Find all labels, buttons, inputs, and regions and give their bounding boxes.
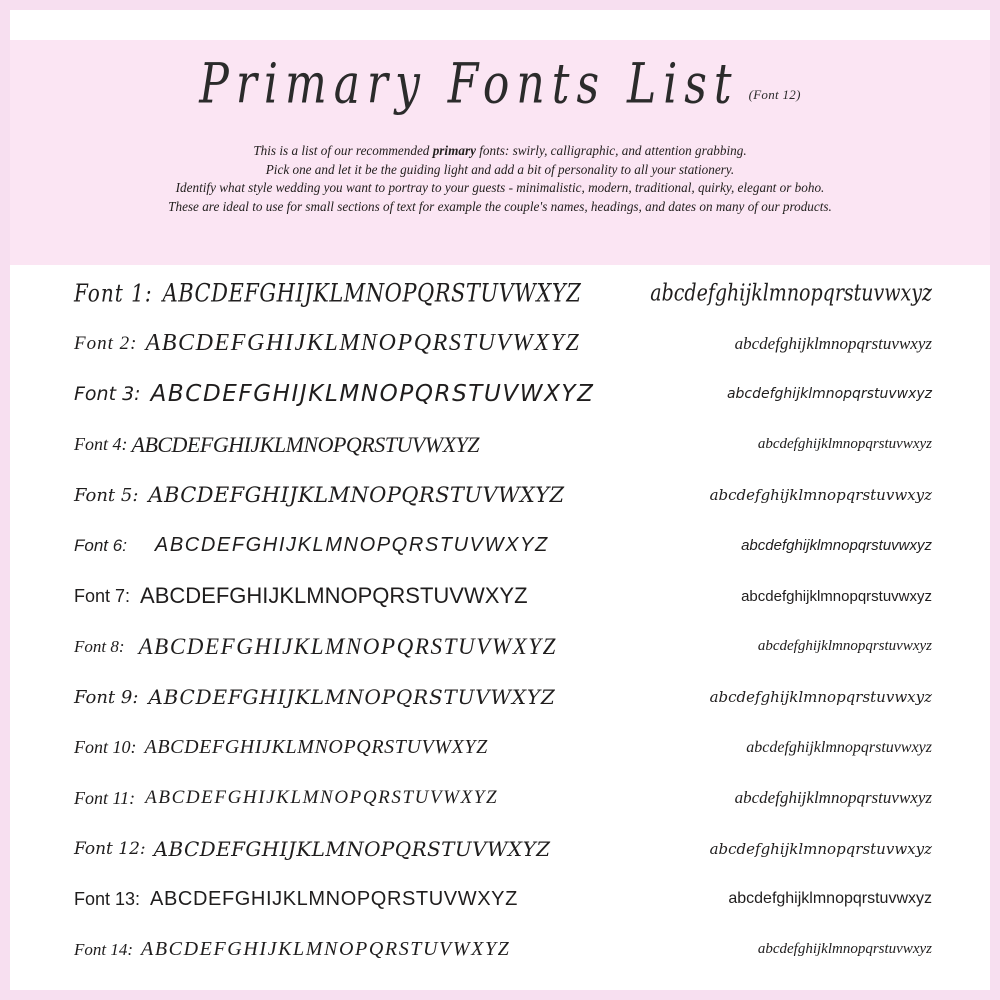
font-row-label: Font 1:: [74, 278, 153, 308]
font-row-label: Font 8:: [74, 636, 125, 656]
intro-line-3: Identify what style wedding you want to portray to your guests - minimalistic, modern, traditional, quirky, elegant or boho.: [175, 180, 825, 195]
intro-line-1: This is a list of our recommended primary fonts: swirly, calligraphic, and attention grabbing.: [253, 143, 747, 158]
font-row: [10, 369, 990, 420]
intro-bold-word: primary: [432, 143, 476, 158]
font-specimen-list: [10, 268, 990, 978]
intro-paragraph: [70, 142, 930, 216]
font-row-lowercase: abcdefghijklmnopqrstuvwxyz: [709, 839, 932, 858]
font-row: [10, 521, 990, 572]
font-row-label: Font 14:: [74, 939, 134, 959]
font-row-uppercase: ABCDEFGHIJKLMNOPQRSTUVWXYZ: [145, 787, 499, 809]
font-row: [10, 420, 990, 471]
page-title: Primary Fonts List: [199, 52, 739, 116]
font-row: [10, 824, 990, 875]
font-row: [10, 773, 990, 824]
font-row: [10, 672, 990, 723]
font-row-uppercase: ABCDEFGHIJKLMNOPQRSTUVWXYZ: [162, 278, 582, 308]
font-row-label: Font 6:: [74, 535, 127, 555]
intro-line-2: Pick one and let it be the guiding light and add a bit of personality to all your stationery.: [265, 161, 735, 177]
font-row-lowercase: abcdefghijklmnopqrstuvwxyz: [709, 688, 932, 707]
font-row-lowercase: abcdefghijklmnopqrstuvwxyz: [746, 738, 932, 756]
font-row-uppercase: ABCDEFGHIJKLMNOPQRSTUVWXYZ: [145, 330, 581, 357]
font-row-uppercase: ABCDEFGHIJKLMNOPQRSTUVWXYZ: [131, 431, 480, 457]
font-row-label: Font 12:: [74, 838, 146, 859]
font-row-uppercase: ABCDEFGHIJKLMNOPQRSTUVWXYZ: [148, 483, 565, 508]
font-row: [10, 874, 990, 925]
font-row-lowercase: abcdefghijklmnopqrstuvwxyz: [757, 436, 932, 453]
font-row-uppercase: ABCDEFGHIJKLMNOPQRSTUVWXYZ: [153, 836, 551, 861]
font-row-uppercase: ABCDEFGHIJKLMNOPQRSTUVWXYZ: [150, 887, 518, 910]
font-row-uppercase: ABCDEFGHIJKLMNOPQRSTUVWXYZ: [148, 685, 556, 710]
font-row: [10, 470, 990, 521]
font-row-uppercase: ABCDEFGHIJKLMNOPQRSTUVWXYZ: [141, 938, 511, 961]
font-row: [10, 622, 990, 673]
font-row-lowercase: abcdefghijklmnopqrstuvwxyz: [709, 486, 932, 505]
font-row: [10, 723, 990, 774]
font-row-lowercase: abcdefghijklmnopqrstuvwxyz: [726, 386, 932, 403]
font-row-lowercase: abcdefghijklmnopqrstuvwxyz: [728, 890, 932, 908]
font-row-label: Font 13:: [74, 888, 141, 909]
font-row-lowercase: abcdefghijklmnopqrstuvwxyz: [650, 279, 932, 307]
font-row-label: Font 7:: [74, 585, 131, 606]
font-row-uppercase: ABCDEFGHIJKLMNOPQRSTUVWXYZ: [150, 381, 595, 408]
font-row: [10, 268, 990, 319]
title-font-note: (Font 12): [748, 87, 801, 102]
font-row: [10, 925, 990, 976]
font-row-lowercase: abcdefghijklmnopqrstuvwxyz: [757, 638, 932, 655]
font-row-uppercase: ABCDEFGHIJKLMNOPQRSTUVWXYZ: [138, 633, 558, 659]
font-row-lowercase: abcdefghijklmnopqrstuvwxyz: [741, 537, 932, 555]
title-row: [10, 52, 990, 116]
font-row-label: Font 3:: [74, 383, 141, 406]
font-row: [10, 319, 990, 370]
font-row-lowercase: abcdefghijklmnopqrstuvwxyz: [741, 587, 932, 605]
font-row-lowercase: abcdefghijklmnopqrstuvwxyz: [734, 333, 932, 353]
font-row-label: Font 11:: [74, 787, 136, 808]
font-row-lowercase: abcdefghijklmnopqrstuvwxyz: [734, 788, 932, 808]
font-row-label: Font 2:: [74, 332, 138, 354]
font-row-label: Font 10:: [74, 737, 137, 758]
font-row-uppercase: ABCDEFGHIJKLMNOPQRSTUVWXYZ: [154, 534, 549, 557]
font-row-label: Font 4:: [74, 434, 128, 455]
font-row-uppercase: ABCDEFGHIJKLMNOPQRSTUVWXYZ: [144, 736, 488, 759]
font-row-label: Font 9:: [74, 686, 139, 708]
font-row: [10, 571, 990, 622]
font-row-uppercase: ABCDEFGHIJKLMNOPQRSTUVWXYZ: [140, 583, 528, 609]
font-row-label: Font 5:: [74, 484, 139, 506]
intro-line-4: These are ideal to use for small sections of text for example the couple's names, headings, and dates on many of our products.: [168, 198, 832, 214]
font-row-lowercase: abcdefghijklmnopqrstuvwxyz: [757, 941, 932, 958]
